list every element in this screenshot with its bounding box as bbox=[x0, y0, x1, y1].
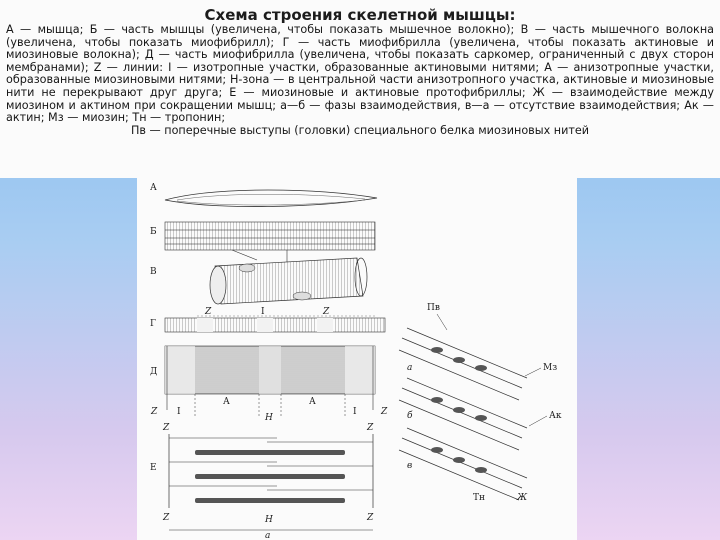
panel-label-a: А bbox=[150, 183, 157, 193]
panel-b-muscle-part bbox=[150, 222, 375, 262]
z-label-e-bottom-right: Z bbox=[367, 513, 374, 523]
panel-g-myofibril bbox=[150, 307, 385, 332]
label-ak: Ак bbox=[549, 411, 562, 421]
z-label-e-bottom-left: Z bbox=[163, 513, 170, 523]
phase-b-label: б bbox=[407, 411, 413, 421]
panel-label-v: В bbox=[150, 267, 157, 277]
z-label-d-left: Z bbox=[151, 407, 158, 417]
label-zh: Ж bbox=[517, 493, 528, 503]
z-label-e-top-left: Z bbox=[163, 423, 170, 433]
a-label-d-right: А bbox=[309, 397, 316, 407]
figure-drawing bbox=[137, 178, 577, 540]
label-tn: Тн bbox=[473, 493, 486, 503]
muscle-structure-figure bbox=[137, 178, 577, 540]
phase-v-label: в bbox=[407, 461, 413, 471]
i-label-d-right: I bbox=[353, 407, 357, 417]
z-label-e-top-right: Z bbox=[367, 423, 374, 433]
panel-label-d: Д bbox=[150, 367, 158, 377]
panel-zh-interaction bbox=[399, 303, 562, 503]
z-label-d-right: Z bbox=[381, 407, 388, 417]
z-label-g1: Z bbox=[205, 307, 212, 317]
label-pv: Пв bbox=[427, 303, 440, 313]
panel-label-e: Е bbox=[150, 463, 157, 473]
phase-a-label: а bbox=[407, 363, 413, 373]
caption-last-line: Пв — поперечные выступы (головки) специального белка миозиновых нитей bbox=[130, 123, 590, 137]
label-mz: Мз bbox=[543, 363, 558, 373]
a-label-e: а bbox=[265, 531, 271, 540]
h-label-e: Н bbox=[265, 515, 273, 525]
z-label-g2: Z bbox=[323, 307, 330, 317]
caption-body: А — мышца; Б — часть мышцы (увеличена, чтобы показать мышечное волокно); В — часть мышечного волокна (увеличена, чтобы показать миофибрилл); Г — часть миофибрилла (увеличена, чтобы показать актиновые и миозиновые волокна); Д — часть миофибрилла (увеличена, чтобы показать саркомер, ограниченный с двух сторон мембранами); Z — линии: I — изотропные участки, образованные актиновыми нитями; А — анизотропные участки, образованные миозиновыми нитями; Н-зона — в центральной части анизотропного участка, актиновые и миозиновые нити не перекрывают друг друга; Е — миозиновые и актиновые протофибриллы; Ж — взаимодействие между миозином и актином при сокращении мышц; а—б — фазы взаимодействия, в—а — отсутствие взаимодействия; Ак — актин; Мз — миозин; Тн — тропонин; bbox=[6, 23, 714, 125]
a-label-d-left: А bbox=[223, 397, 230, 407]
panel-label-g: Г bbox=[150, 319, 156, 329]
panel-d-sarcomere bbox=[150, 346, 388, 423]
panel-label-b: Б bbox=[150, 227, 157, 237]
figure-caption bbox=[6, 24, 714, 137]
i-label-g: I bbox=[261, 307, 265, 317]
h-label-d: Н bbox=[265, 413, 273, 423]
panel-e-filaments bbox=[150, 423, 374, 540]
panel-a-muscle bbox=[150, 183, 377, 207]
document-title: Схема строения скелетной мышцы: bbox=[204, 6, 516, 24]
document-text-area bbox=[0, 0, 720, 178]
i-label-d-left: I bbox=[177, 407, 181, 417]
